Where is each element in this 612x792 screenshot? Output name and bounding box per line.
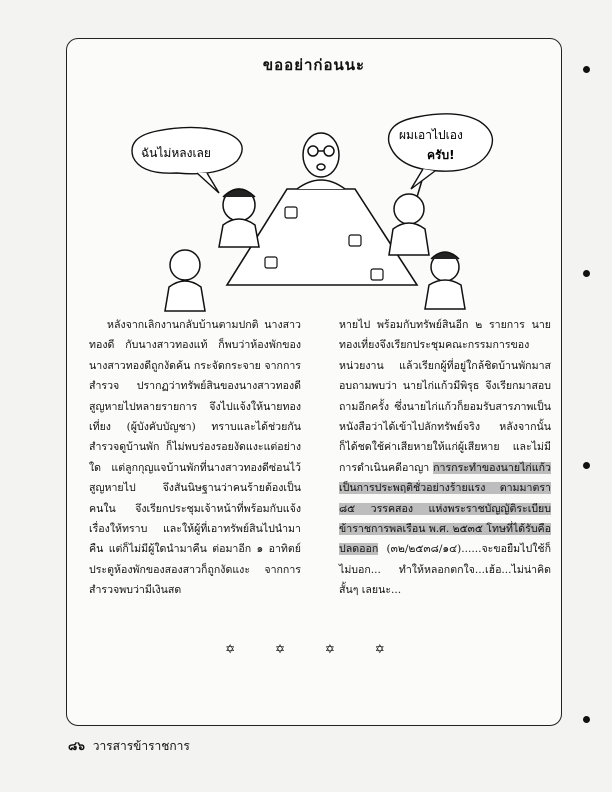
binder-hole <box>583 462 590 469</box>
speech-bubble-left-text: ฉันไม่หลงเลย <box>141 146 211 160</box>
speech-bubble-left <box>132 127 242 193</box>
star-divider: ✡ ✡ ✡ ✡ <box>225 642 403 656</box>
article-frame <box>66 38 562 726</box>
article-title: ขออย่าก่อนนะ <box>262 56 366 74</box>
body-paragraph-right <box>339 315 551 601</box>
binder-hole <box>583 66 590 73</box>
page-number: ๘๖ <box>68 739 85 753</box>
publication-name: วารสารข้าราชการ <box>92 739 190 753</box>
highlighted-ruling: การกระทำของนายไก่แก้วเป็นการประพฤติชั่วอย่างร้ายแรง ตามมาตรา ๘๕ วรรคสอง แห่งพระราชบัญญัติระเบียบข้าราชการพลเรือน พ.ศ. ๒๕๓๕ โทษที่ได้รับคือ ปลดออก <box>339 461 551 556</box>
body-left-column <box>89 315 301 601</box>
binder-hole <box>583 716 590 723</box>
speech-bubble-right-text-2: ครับ! <box>427 148 455 162</box>
body-right-text: หายไป พร้อมกับทรัพย์สินอีก ๒ รายการ นายทองเที่ยงจึงเรียกประชุมคณะกรรมการของหน่วยงาน แล้วเรียกผู้ที่อยู่ใกล้ชิดบ้านพักมาสอบถามพบว่า นายไก่แก้วมีพิรุธ จึงเรียกมาสอบถามอีกครั้ง ซึ่งนายไก่แก้วก็ยอมรับสารภาพเป็นหนังสือว่าได้เข้าไปลักทรัพย์จริง หลังจากนั้นก็ได้ชดใช้ค่าเสียหายให้แก่ผู้เสียหาย และไม่มีการดำเนินคดีอาญา <box>339 319 551 474</box>
body-paragraph-left: หลังจากเลิกงานกลับบ้านตามปกติ นางสาวทองดี กับนางสาวทองแท้ ก็พบว่าห้องพักของนางสาวทองดีถูกงัดค้น กระจัดกระจาย จากการสำรวจ ปรากฏว่าทรัพย์สินของนางสาวทองดีสูญหายไปหลายรายการ จึงไปแจ้งให้นายทองเที่ยง (ผู้บังคับบัญชา) ทราบและได้ช่วยกันสำรวจดูบ้านพัก ก็ไม่พบร่องรอยงัดแงะแต่อย่างใด แต่ลูกกุญแจบ้านพักที่นางสาวทองดีซ่อนไว้สูญหายไป จึงสันนิษฐานว่าคนร้ายต้องเป็นคนใน จึงเรียกประชุมเจ้าหน้าที่พร้อมกับแจ้งเรื่องให้ทราบ และให้ผู้ที่เอาทรัพย์สินไปนำมาคืน แต่ก็ไม่มีผู้ใดนำมาคืน ต่อมาอีก ๑ อาทิตย์ ประตูห้องพักของสองสาวก็ถูกงัดแงะ จากการสำรวจพบว่ามีเงินสด <box>89 319 301 597</box>
page-footer <box>68 737 190 756</box>
chairman-figure <box>297 133 345 189</box>
meeting-cartoon <box>127 97 507 335</box>
body-right-column <box>339 315 551 601</box>
man-left-figure <box>165 250 205 311</box>
speech-bubble-right-text-1: ผมเอาไปเอง <box>399 128 463 142</box>
binder-hole <box>583 270 590 277</box>
woman-right-figure <box>425 252 465 309</box>
body-right-closing: (๓๒/๒๕๓๘/๑๔)......จะขอยืมไปใช้ก็ไม่บอก... ทำให้หลอกตกใจ...เฮ้อ...ไม่น่าคิดสั้นๆ เลยนะ... <box>339 543 551 597</box>
woman-left-figure <box>219 189 259 247</box>
